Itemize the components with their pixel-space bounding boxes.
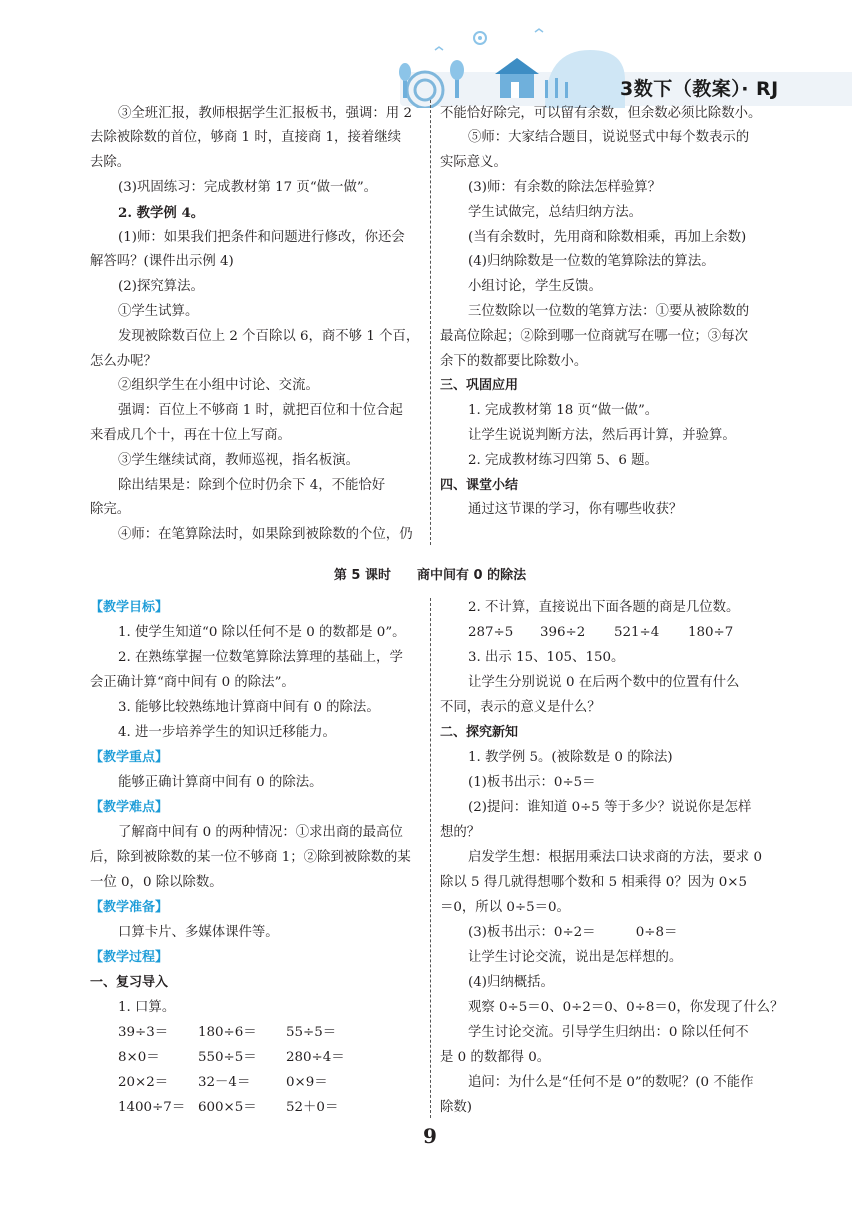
text-line: ＝0，所以 0÷5＝0。 (440, 900, 570, 915)
oral-item: 550÷5＝ (198, 1050, 257, 1065)
text-line: 除完。 (90, 502, 131, 517)
text-line: (4)归纳概括。 (468, 975, 554, 990)
town-scene-illustration (395, 10, 625, 108)
text-line: 3. 能够比较熟练地计算商中间有 0 的除法。 (118, 700, 380, 715)
text-line: 能够正确计算商中间有 0 的除法。 (118, 775, 323, 790)
section-tag-process: 【教学过程】 (90, 950, 169, 965)
quotient-item: 287÷5 (468, 625, 514, 640)
section-tag-goals: 【教学目标】 (90, 600, 169, 615)
quotient-item: 521÷4 (614, 625, 660, 640)
text-line: 了解商中间有 0 的两种情况：①求出商的最高位 (118, 825, 403, 840)
text-line: ①学生试算。 (118, 304, 199, 319)
text-line: 2. 不计算，直接说出下面各题的商是几位数。 (468, 600, 740, 615)
section-tag-prep: 【教学准备】 (90, 900, 169, 915)
text-line: 会正确计算“商中间有 0 的除法”。 (90, 675, 295, 690)
text-line: (3)师：有余数的除法怎样验算？ (468, 180, 662, 195)
section-tag-difficulty: 【教学难点】 (90, 800, 169, 815)
text-line: 1. 完成教材第 18 页“做一做”。 (468, 403, 659, 418)
text-line: 4. 进一步培养学生的知识迁移能力。 (118, 725, 336, 740)
text-line: 2. 完成教材练习四第 5、6 题。 (468, 453, 658, 468)
text-line: 除以 5 得几就得想哪个数和 5 相乘得 0？因为 0×5 (440, 875, 747, 890)
text-line: 除数) (440, 1100, 473, 1115)
text-line: 实际意义。 (440, 155, 507, 170)
text-line: 三位数除以一位数的笔算方法：①要从被除数的 (468, 304, 750, 319)
text-line: 观察 0÷5＝0、0÷2＝0、0÷8＝0，你发现了什么？ (468, 1000, 784, 1015)
text-line: (当有余数时，先用商和除数相乘，再加上余数) (468, 230, 747, 245)
text-line: 去除被除数的首位，够商 1 时，直接商 1，接着继续 (90, 130, 402, 145)
oral-item: 8×0＝ (118, 1050, 160, 1065)
section-heading: 四、课堂小结 (440, 478, 519, 493)
text-line: 学生试做完，总结归纳方法。 (468, 205, 643, 220)
text-line: ③学生继续试商，教师巡视，指名板演。 (118, 453, 360, 468)
text-line: 怎么办呢？ (90, 354, 157, 369)
oral-item: 1400÷7＝ (118, 1100, 186, 1115)
text-line: 3. 出示 15、105、150。 (468, 650, 625, 665)
text-line: 来看成几个十，再在十位上写商。 (90, 428, 291, 443)
book-title: 3数下（教案）· RJ (620, 78, 779, 100)
text-line: 让学生分别说说 0 在后两个数中的位置有什么 (468, 675, 740, 690)
text-line: 让学生说说判断方法，然后再计算，并验算。 (468, 428, 736, 443)
oral-item: 52＋0＝ (286, 1100, 339, 1115)
text-line: 学生讨论交流。引导学生归纳出：0 除以任何不 (468, 1025, 749, 1040)
oral-item: 280÷4＝ (286, 1050, 345, 1065)
text-line: 启发学生想：根据用乘法口诀求商的方法，要求 0 (468, 850, 762, 865)
text-line: (4)归纳除数是一位数的笔算除法的算法。 (468, 254, 715, 269)
text-line: 不同，表示的意义是什么？ (440, 700, 601, 715)
text-line: 后，除到被除数的某一位不够商 1；②除到被除数的某 (90, 850, 411, 865)
section-heading: 三、巩固应用 (440, 378, 519, 393)
quotient-item: 180÷7 (688, 625, 734, 640)
text-line: 解答吗？(课件出示例 4) (90, 254, 234, 269)
text-line: ③全班汇报，教师根据学生汇报板书，强调：用 2 (118, 106, 412, 121)
quotient-item: 396÷2 (540, 625, 586, 640)
text-line: 余下的数都要比除数小。 (440, 354, 588, 369)
text-line: 让学生讨论交流，说出是怎样想的。 (468, 950, 683, 965)
text-line: 最高位除起；②除到哪一位商就写在哪一位；③每次 (440, 329, 748, 344)
text-line: (2)探究算法。 (118, 279, 204, 294)
text-line: 2. 教学例 4。 (118, 205, 205, 221)
text-line: ②组织学生在小组中讨论、交流。 (118, 378, 319, 393)
text-line: 一位 0，0 除以除数。 (90, 875, 223, 890)
text-line: 去除。 (90, 155, 131, 170)
text-line: (3)板书出示：0÷2＝ 0÷8＝ (468, 925, 678, 940)
page-header (0, 0, 860, 110)
text-line: 追问：为什么是“任何不是 0”的数呢？(0 不能作 (468, 1075, 754, 1090)
oral-item: 39÷3＝ (118, 1025, 169, 1040)
text-line: ⑤师：大家结合题目，说说竖式中每个数表示的 (468, 130, 750, 145)
text-line: 发现被除数百位上 2 个百除以 6，商不够 1 个百， (118, 329, 420, 344)
text-line: 不能恰好除完，可以留有余数，但余数必须比除数小。 (440, 106, 762, 121)
text-line: 通过这节课的学习，你有哪些收获？ (468, 502, 683, 517)
text-line: 口算卡片、多媒体课件等。 (118, 925, 279, 940)
text-line: ④师：在笔算除法时，如果除到被除数的个位，仍 (118, 527, 413, 542)
section-heading: 二、探究新知 (440, 725, 519, 740)
oral-item: 20×2＝ (118, 1075, 169, 1090)
column-divider-top (430, 100, 431, 545)
oral-item: 32－4＝ (198, 1075, 251, 1090)
column-divider-bottom (430, 598, 431, 1118)
text-line: 除出结果是：除到个位时仍余下 4，不能恰好 (118, 478, 386, 493)
text-line: (1)板书出示：0÷5＝ (468, 775, 596, 790)
text-line: (2)提问：谁知道 0÷5 等于多少？说说你是怎样 (468, 800, 752, 815)
text-line: 1. 使学生知道“0 除以任何不是 0 的数都是 0”。 (118, 625, 406, 640)
text-line: (1)师：如果我们把条件和问题进行修改，你还会 (118, 230, 405, 245)
section-heading: 一、复习导入 (90, 975, 169, 990)
section-tag-key: 【教学重点】 (90, 750, 169, 765)
lesson-title: 第 5 课时 商中间有 0 的除法 (333, 568, 527, 583)
text-line: 想的？ (440, 825, 481, 840)
text-line: 1. 教学例 5。(被除数是 0 的除法) (468, 750, 673, 765)
text-line: (3)巩固练习：完成教材第 17 页“做一做”。 (118, 180, 378, 195)
oral-item: 55÷5＝ (286, 1025, 337, 1040)
oral-item: 600×5＝ (198, 1100, 257, 1115)
text-line: 是 0 的数都得 0。 (440, 1050, 551, 1065)
text-line: 小组讨论，学生反馈。 (468, 279, 602, 294)
text-line: 2. 在熟练掌握一位数笔算除法算理的基础上，学 (118, 650, 403, 665)
text-line: 强调：百位上不够商 1 时，就把百位和十位合起 (118, 403, 403, 418)
page-number: 9 (423, 1124, 437, 1148)
oral-item: 180÷6＝ (198, 1025, 257, 1040)
oral-item: 0×9＝ (286, 1075, 328, 1090)
text-line: 1. 口算。 (118, 1000, 176, 1015)
